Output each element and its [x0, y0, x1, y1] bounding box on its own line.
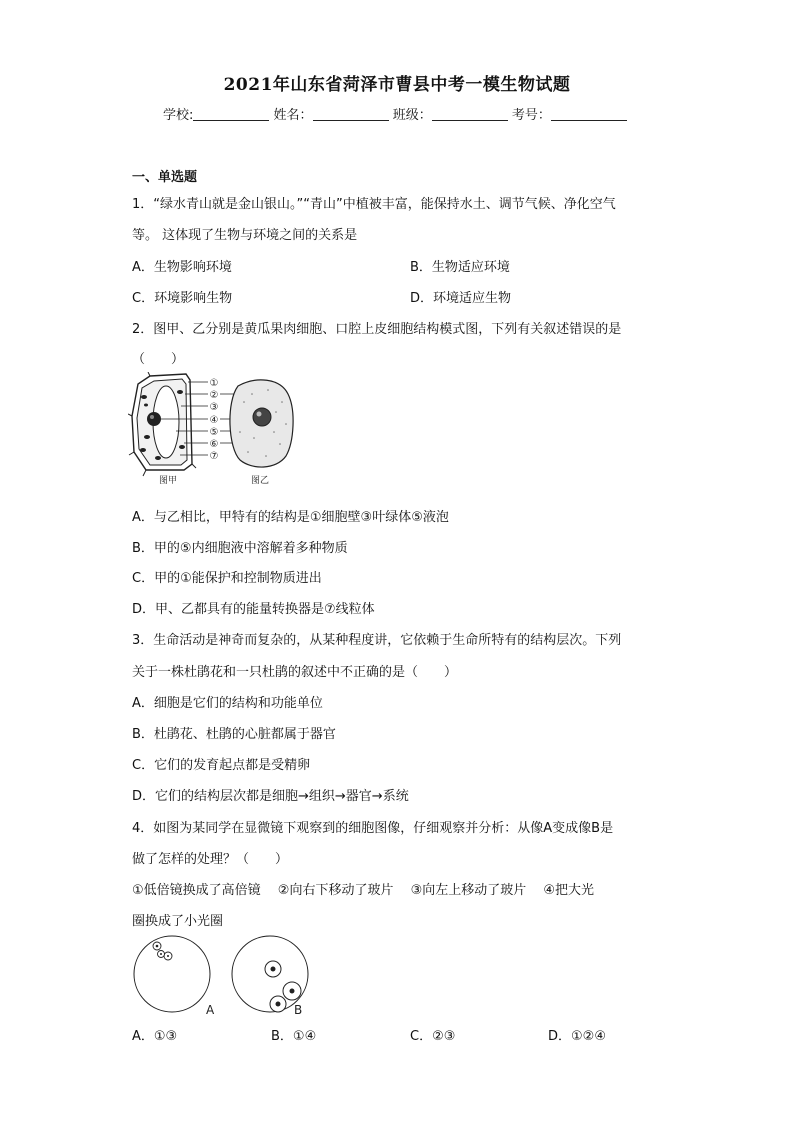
fig-label-6: ⑥	[209, 439, 219, 450]
q1-option-c: C．环境影响生物	[132, 291, 233, 306]
q2-stem-line2: （ ）	[132, 352, 185, 367]
q3-option-a: A．细胞是它们的结构和功能单位	[132, 696, 323, 711]
q3-option-d: D．它们的结构层次都是细胞→组织→器官→系统	[132, 789, 409, 804]
q4-stem-line1: 4．如图为某同学在显微镜下观察到的细胞图像，仔细观察并分析：从像A变成像B是	[132, 821, 614, 836]
q4-choices-line2: 圈换成了小光圈	[132, 914, 224, 929]
fig-label-5: ⑤	[209, 427, 219, 438]
class-blank	[432, 107, 508, 121]
fig-label-2: ②	[209, 390, 219, 401]
q2-option-a: A．与乙相比，甲特有的结构是①细胞壁③叶绿体⑤液泡	[132, 510, 449, 525]
fig-label-3: ③	[209, 402, 219, 413]
q4-choices-line1: ①低倍镜换成了高倍镜 ②向右下移动了玻片 ③向左上移动了玻片 ④把大光	[132, 883, 595, 898]
fig-caption-jia: 图甲	[158, 476, 178, 486]
cell-structure-figure	[128, 372, 298, 490]
section-heading: 一、单选题	[132, 170, 198, 185]
q1-stem-line2: 等。 这体现了生物与环境之间的关系是	[132, 228, 358, 243]
q1-option-b: B．生物适应环境	[410, 260, 510, 275]
student-info-line	[163, 104, 627, 123]
q4-option-a: A．①③	[132, 1029, 178, 1044]
fig-label-4: ④	[209, 415, 219, 426]
q4-option-c: C．②③	[410, 1029, 456, 1044]
q1-option-d: D．环境适应生物	[410, 291, 512, 306]
school-label: 学校:	[163, 108, 194, 123]
q1-stem-line1: 1．“绿水青山就是金山银山。”“青山”中植被丰富，能保持水土、调节气候、净化空气	[132, 197, 616, 212]
microscope-image-figure	[132, 934, 322, 1018]
fig-label-7: ⑦	[209, 451, 219, 462]
q3-option-c: C．它们的发育起点都是受精卵	[132, 758, 311, 773]
q4-stem-line2: 做了怎样的处理？（ ）	[132, 852, 289, 867]
q2-option-c: C．甲的①能保护和控制物质进出	[132, 571, 322, 586]
q2-option-b: B．甲的⑤内细胞液中溶解着多种物质	[132, 541, 348, 556]
name-label: 姓名：	[273, 108, 313, 123]
q4-option-b: B．①④	[271, 1029, 317, 1044]
q3-stem-line2: 关于一株杜鹃花和一只杜鹃的叙述中不正确的是（ ）	[132, 665, 458, 680]
q3-stem-line1: 3．生命活动是神奇而复杂的，从某种程度讲，它依赖于生命所特有的结构层次。下列	[132, 633, 622, 648]
q2-stem-line1: 2．图甲、乙分别是黄瓜果肉细胞、口腔上皮细胞结构模式图，下列有关叙述错误的是	[132, 322, 622, 337]
name-blank	[313, 107, 389, 121]
page-title: 2021年山东省菏泽市曹县中考一模生物试题	[223, 75, 571, 95]
fig-caption-yi: 图乙	[250, 476, 270, 486]
q1-option-a: A．生物影响环境	[132, 260, 232, 275]
class-label: 班级：	[392, 108, 432, 123]
exam-no-blank	[551, 107, 627, 121]
q3-option-b: B．杜鹃花、杜鹃的心脏都属于器官	[132, 727, 336, 742]
school-blank	[193, 107, 269, 121]
fig-label-a: A	[206, 1003, 215, 1017]
q2-option-d: D．甲、乙都具有的能量转换器是⑦线粒体	[132, 602, 375, 617]
exam-no-label: 考号：	[511, 108, 551, 123]
fig-label-1: ①	[209, 378, 219, 389]
q4-option-d: D．①②④	[548, 1029, 606, 1044]
fig-label-b: B	[294, 1003, 303, 1017]
